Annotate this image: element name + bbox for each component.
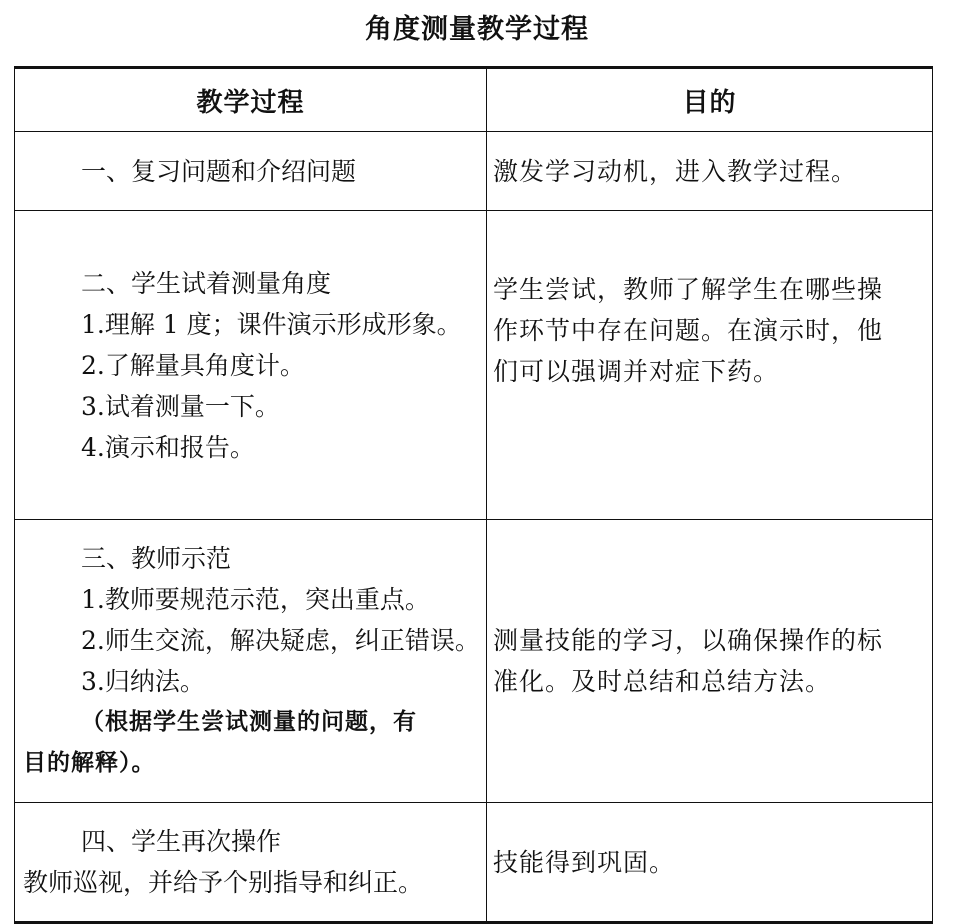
process-note-line: 目的解释）。 — [23, 750, 156, 776]
purpose-line: 学生尝试，教师了解学生在哪些操 — [493, 275, 884, 304]
process-line: 1.理解 1 度；课件演示形成形象。 — [81, 309, 462, 339]
purpose-cell — [487, 132, 933, 211]
process-line: 3.试着测量一下。 — [81, 391, 280, 421]
process-cell — [15, 211, 487, 520]
process-line: 四、学生再次操作 — [81, 827, 282, 856]
process-line: 二、学生试着测量角度 — [81, 268, 332, 298]
process-line: 2.师生交流，解决疑虑，纠正错误。 — [81, 626, 480, 655]
purpose-line: 技能得到巩固。 — [493, 847, 676, 877]
table-row — [15, 520, 933, 803]
purpose-cell — [487, 520, 933, 803]
header-purpose: 目的 — [487, 68, 933, 132]
process-line: 3.归纳法。 — [81, 667, 205, 696]
process-line: 教师巡视，并给予个别指导和纠正。 — [23, 868, 424, 897]
purpose-line: 作环节中存在问题。在演示时，他 — [493, 316, 884, 345]
document-title: 角度测量教学过程 — [365, 14, 589, 45]
table-row — [15, 803, 933, 923]
process-line: 4.演示和报告。 — [81, 432, 255, 462]
purpose-line: 测量技能的学习，以确保操作的标 — [493, 626, 884, 655]
table-row — [15, 132, 933, 211]
process-cell — [15, 132, 487, 211]
lesson-process-table — [14, 66, 933, 924]
process-line: 1.教师要规范示范，突出重点。 — [81, 585, 430, 614]
purpose-cell — [487, 803, 933, 923]
process-note-line: （根据学生尝试测量的问题，有 — [81, 709, 417, 735]
purpose-cell — [487, 211, 933, 520]
purpose-line: 们可以强调并对症下药。 — [493, 357, 780, 386]
process-line: 三、教师示范 — [81, 544, 232, 573]
purpose-line: 激发学习动机，进入教学过程。 — [493, 156, 858, 186]
process-cell — [15, 803, 487, 923]
header-process: 教学过程 — [15, 68, 487, 132]
process-line: 一、复习问题和介绍问题 — [81, 156, 357, 186]
table-row — [15, 211, 933, 520]
table-header-row — [15, 68, 933, 132]
purpose-line: 准化。及时总结和总结方法。 — [493, 667, 832, 696]
process-line: 2.了解量具角度计。 — [81, 350, 305, 380]
process-cell — [15, 520, 487, 803]
